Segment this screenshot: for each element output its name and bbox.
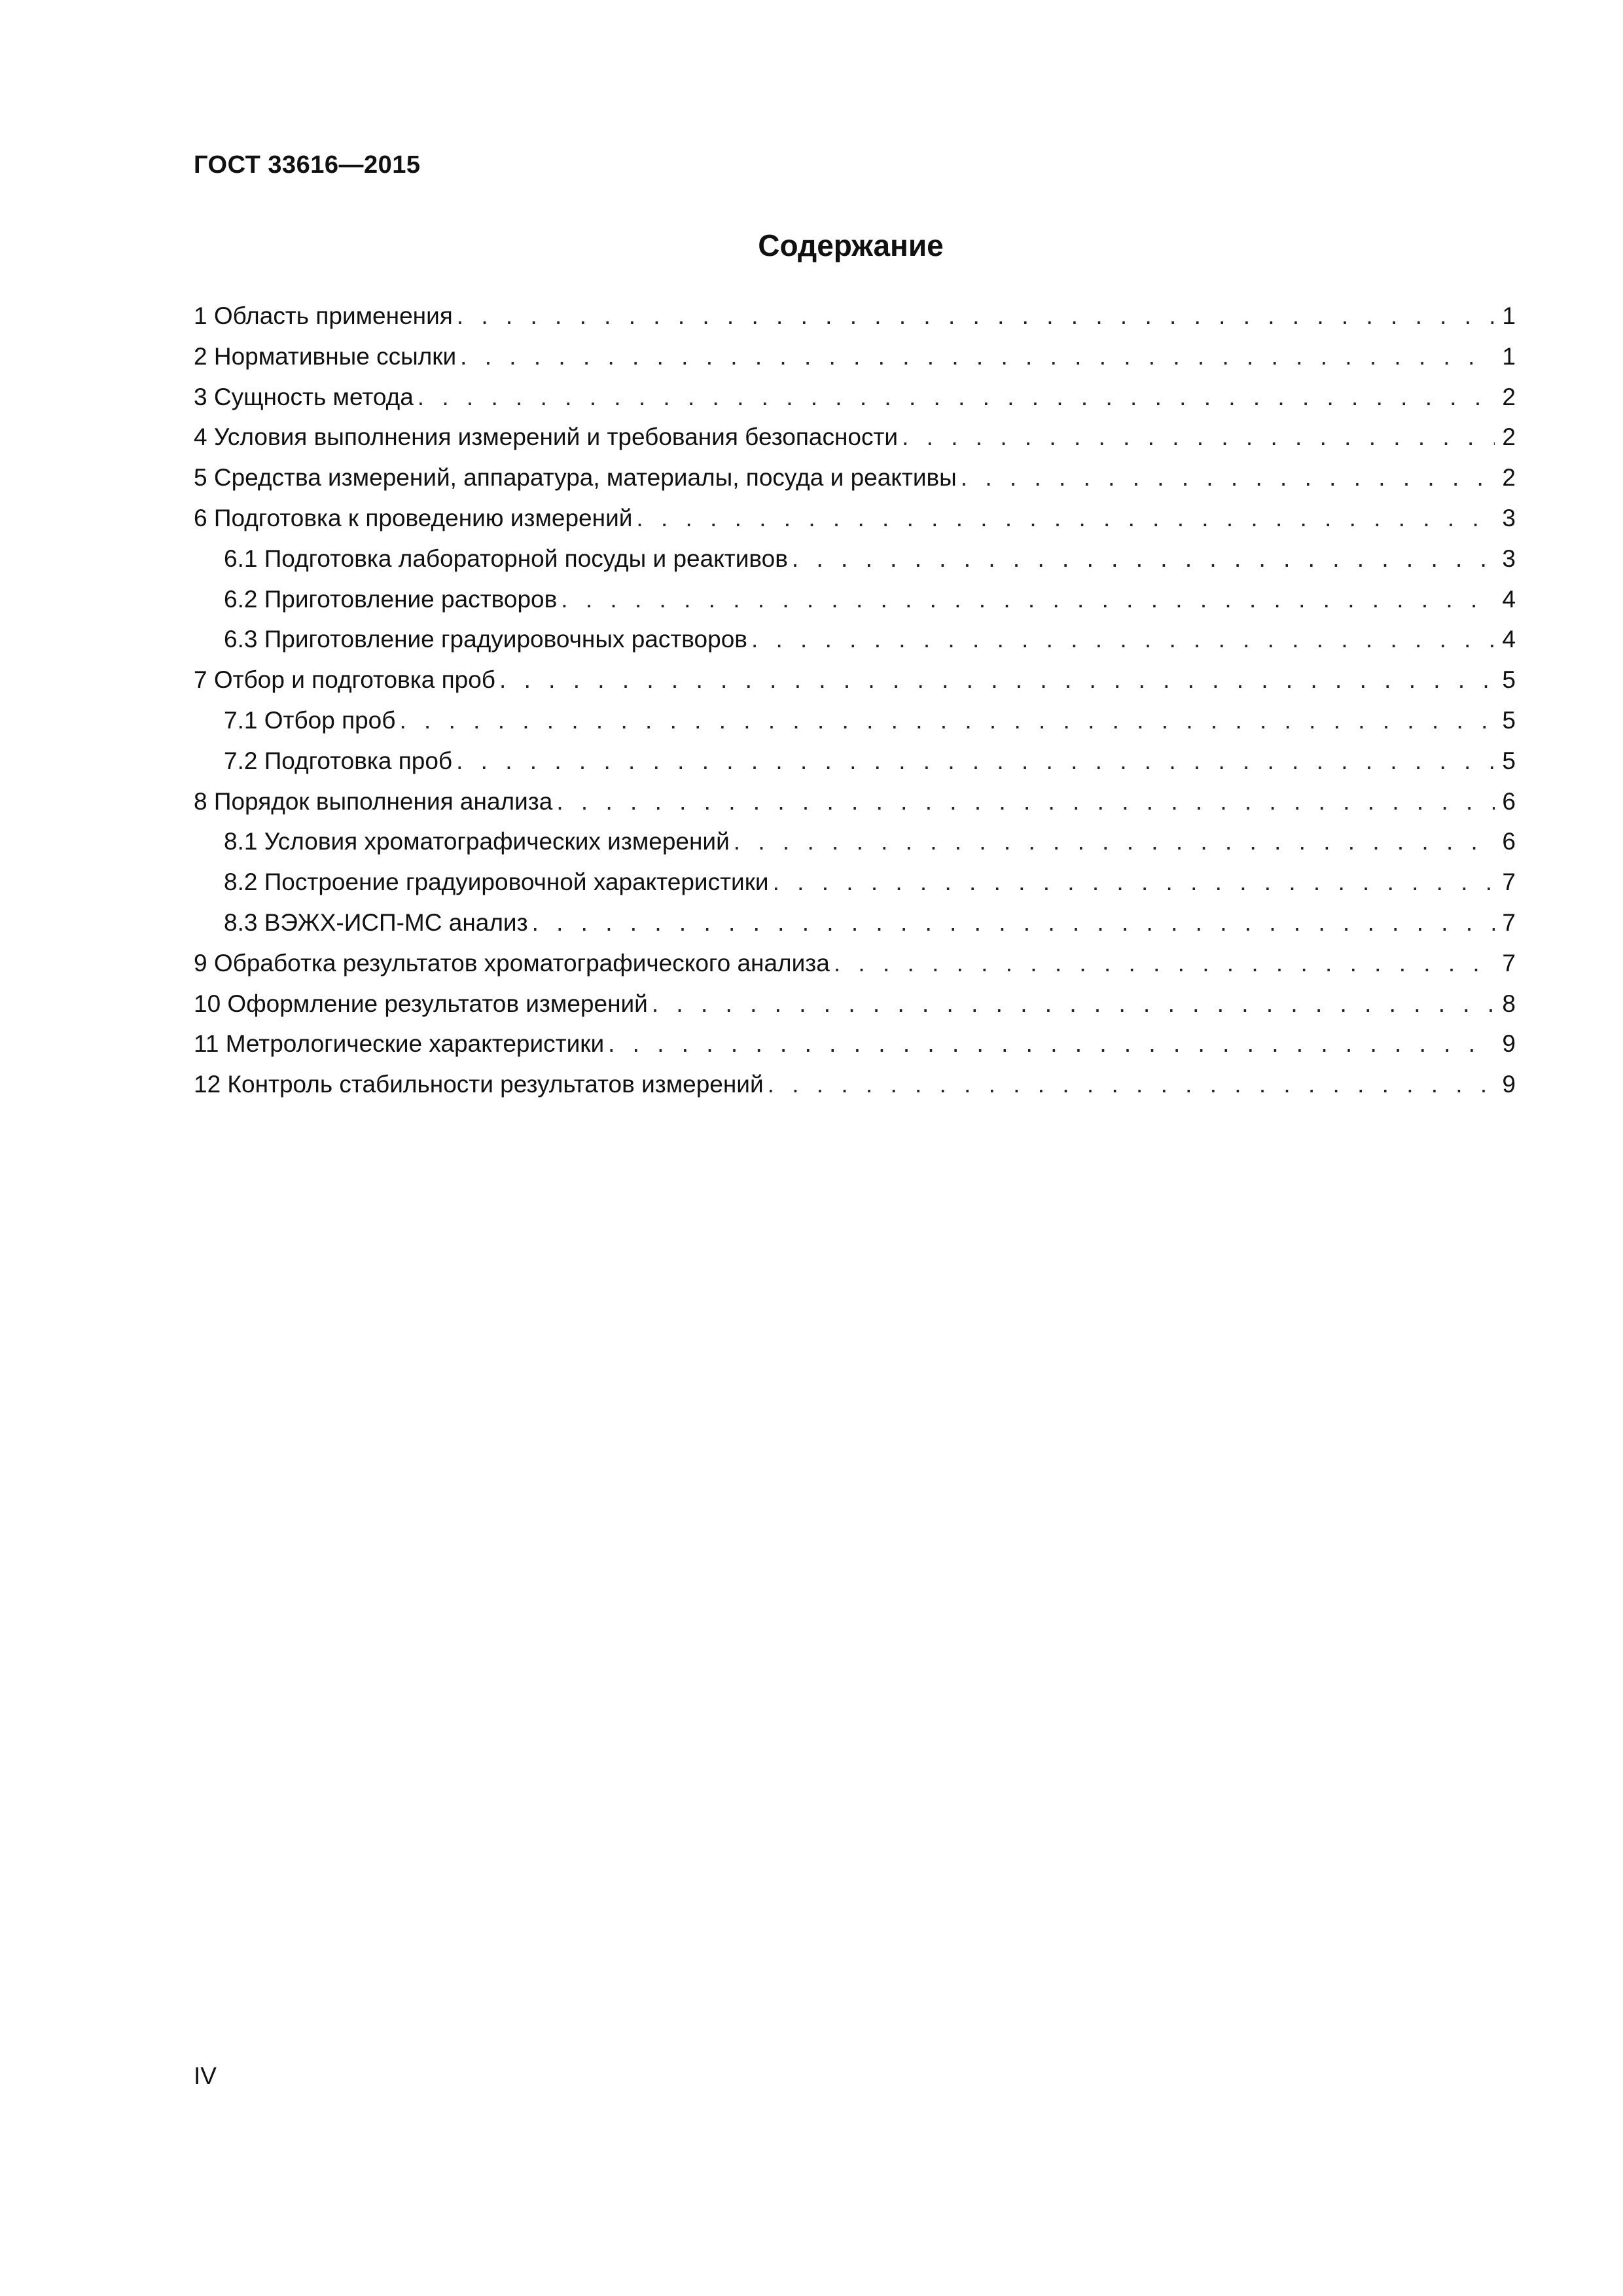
- table-of-contents: [194, 296, 1516, 1105]
- toc-dot-leader: [734, 821, 1495, 862]
- page-number: IV: [194, 2062, 217, 2089]
- toc-dot-leader: [460, 336, 1495, 377]
- toc-item-page: 8: [1502, 990, 1516, 1017]
- toc-item-page: 6: [1502, 828, 1516, 855]
- toc-item-page: 9: [1502, 1071, 1516, 1098]
- toc-subitem[interactable]: [194, 539, 1516, 579]
- toc-dot-leader: [556, 781, 1495, 822]
- toc-dot-leader: [457, 296, 1495, 336]
- toc-subitem[interactable]: [194, 821, 1516, 862]
- toc-item-page: 4: [1502, 585, 1516, 613]
- toc-dot-leader: [751, 619, 1495, 660]
- toc-subitem[interactable]: [194, 741, 1516, 781]
- toc-item-label: 2 Нормативные ссылки: [194, 342, 457, 370]
- toc-subitem[interactable]: [194, 903, 1516, 943]
- toc-item-page: 7: [1502, 908, 1516, 936]
- toc-item[interactable]: [194, 417, 1516, 457]
- toc-item-label: 7.1 Отбор проб: [224, 706, 396, 734]
- toc-item-page: 7: [1502, 949, 1516, 977]
- toc-item-page: 1: [1502, 302, 1516, 329]
- toc-item-label: 7.2 Подготовка проб: [224, 747, 453, 774]
- toc-dot-leader: [834, 943, 1495, 984]
- toc-item-label: 10 Оформление результатов измерений: [194, 990, 648, 1017]
- toc-item-page: 3: [1502, 504, 1516, 531]
- toc-item-label: 8.2 Построение градуировочной характеристики: [224, 869, 769, 896]
- toc-dot-leader: [608, 1024, 1495, 1064]
- toc-item-label: 8 Порядок выполнения анализа: [194, 787, 553, 815]
- toc-item-label: 6.3 Приготовление градуировочных растворов: [224, 626, 747, 653]
- toc-dot-leader: [768, 1064, 1495, 1105]
- toc-dot-leader: [399, 700, 1495, 741]
- toc-item[interactable]: [194, 660, 1516, 700]
- toc-item-label: 6 Подготовка к проведению измерений: [194, 504, 633, 531]
- toc-item-page: 2: [1502, 464, 1516, 492]
- toc-item[interactable]: [194, 377, 1516, 418]
- toc-item-page: 5: [1502, 706, 1516, 734]
- toc-dot-leader: [961, 457, 1495, 498]
- toc-item-label: 8.3 ВЭЖХ-ИСП-МС анализ: [224, 908, 528, 936]
- toc-item[interactable]: [194, 336, 1516, 377]
- toc-item-page: 1: [1502, 342, 1516, 370]
- toc-item[interactable]: [194, 1064, 1516, 1105]
- toc-item-page: 3: [1502, 545, 1516, 572]
- toc-subitem[interactable]: [194, 619, 1516, 660]
- toc-dot-leader: [792, 539, 1495, 579]
- toc-dot-leader: [902, 417, 1495, 457]
- toc-dot-leader: [561, 579, 1495, 620]
- toc-item-label: 7 Отбор и подготовка проб: [194, 666, 496, 694]
- toc-dot-leader: [773, 862, 1495, 903]
- toc-item-page: 9: [1502, 1030, 1516, 1058]
- toc-subitem[interactable]: [194, 862, 1516, 903]
- toc-subitem[interactable]: [194, 700, 1516, 741]
- toc-item-label: 11 Метрологические характеристики: [194, 1030, 605, 1058]
- toc-item-label: 9 Обработка результатов хроматографического анализа: [194, 949, 830, 977]
- toc-dot-leader: [418, 377, 1495, 418]
- toc-item-label: 6.2 Приготовление растворов: [224, 585, 558, 613]
- toc-item-label: 12 Контроль стабильности результатов измерений: [194, 1071, 764, 1098]
- toc-item-label: 6.1 Подготовка лабораторной посуды и реактивов: [224, 545, 788, 572]
- toc-dot-leader: [532, 903, 1495, 943]
- toc-item[interactable]: [194, 498, 1516, 539]
- toc-dot-leader: [652, 984, 1495, 1024]
- toc-item-label: 3 Сущность метода: [194, 383, 414, 410]
- toc-dot-leader: [456, 741, 1495, 781]
- toc-item-page: 2: [1502, 423, 1516, 451]
- toc-item-page: 5: [1502, 747, 1516, 774]
- toc-item-label: 1 Область применения: [194, 302, 453, 329]
- toc-item-page: 4: [1502, 626, 1516, 653]
- toc-item[interactable]: [194, 296, 1516, 336]
- toc-item-label: 4 Условия выполнения измерений и требования безопасности: [194, 423, 899, 451]
- toc-dot-leader: [636, 498, 1495, 539]
- toc-item[interactable]: [194, 781, 1516, 822]
- toc-item-page: 2: [1502, 383, 1516, 410]
- toc-subitem[interactable]: [194, 579, 1516, 620]
- toc-title: Содержание: [758, 228, 944, 262]
- document-header: ГОСТ 33616—2015: [194, 151, 421, 179]
- toc-item[interactable]: [194, 457, 1516, 498]
- toc-item[interactable]: [194, 943, 1516, 984]
- toc-dot-leader: [499, 660, 1495, 700]
- toc-item-page: 5: [1502, 666, 1516, 694]
- toc-item[interactable]: [194, 1024, 1516, 1064]
- toc-item-page: 7: [1502, 869, 1516, 896]
- toc-item-page: 6: [1502, 787, 1516, 815]
- toc-item[interactable]: [194, 984, 1516, 1024]
- toc-item-label: 5 Средства измерений, аппаратура, материалы, посуда и реактивы: [194, 464, 957, 492]
- toc-item-label: 8.1 Условия хроматографических измерений: [224, 828, 730, 855]
